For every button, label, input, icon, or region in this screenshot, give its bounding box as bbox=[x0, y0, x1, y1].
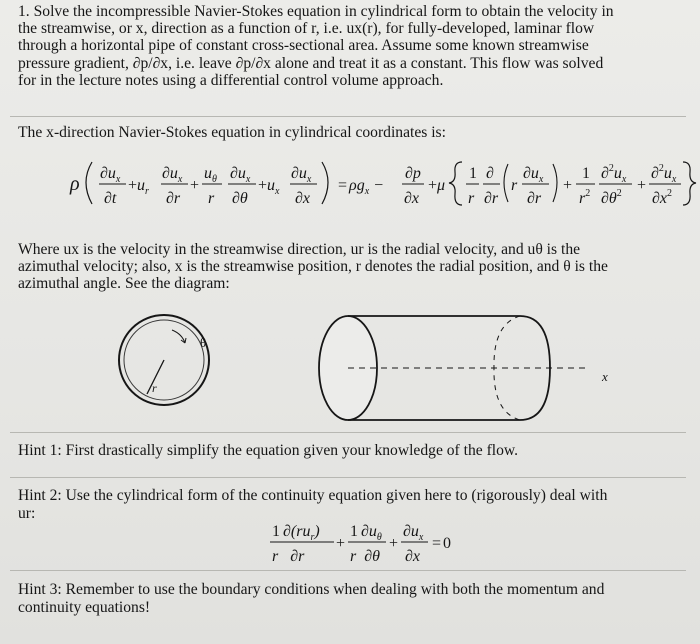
problem-line-4: pressure gradient, ∂p/∂x, i.e. leave ∂p/∂x alone and treat it as a constant. This flow was solved bbox=[18, 54, 604, 72]
eq-frac-den: ∂r bbox=[166, 190, 181, 207]
definitions-line-3: azimuthal angle. See the diagram: bbox=[18, 275, 230, 293]
eq-plus: + bbox=[190, 177, 200, 194]
theta-label: θ bbox=[200, 335, 207, 350]
cont-frac-den: ∂x bbox=[405, 548, 421, 565]
hint-3 bbox=[18, 581, 682, 617]
problem-line-5: for in the lecture notes using a differential control volume approach. bbox=[18, 71, 444, 89]
eq-frac-den: ∂r bbox=[484, 190, 499, 207]
eq-frac-num: $\partial u_x$ bbox=[230, 165, 251, 185]
ns-intro: The x-direction Navier-Stokes equation in cylindrical coordinates is: bbox=[18, 124, 446, 141]
eq-frac-den: $r^2$ bbox=[579, 188, 591, 207]
eq-frac-num: ∂ bbox=[486, 165, 494, 182]
hint-3-line-1: Hint 3: Remember to use the boundary conditions when dealing with both the momentum and bbox=[18, 581, 605, 598]
eq-frac-den: ∂t bbox=[104, 190, 117, 207]
problem-line-2: the streamwise, or x, direction as a function of r, i.e. ux(r), for fully-developed, laminar flow bbox=[18, 20, 595, 38]
hint-2-line-2: ur: bbox=[18, 505, 36, 522]
eq-term-ur: $+u_r$ bbox=[128, 177, 149, 197]
cont-plus: + bbox=[336, 535, 346, 552]
cont-frac-num: $\partial u_x$ bbox=[403, 523, 424, 543]
eq-frac-den: $\partial x^2$ bbox=[652, 188, 673, 207]
eq-frac-num: $\partial u_x$ bbox=[100, 165, 121, 185]
cont-rhs: = 0 bbox=[432, 535, 452, 552]
eq-frac-num: $\partial^2u_x$ bbox=[601, 163, 627, 185]
cont-frac-num: 1 $\partial u_\theta$ bbox=[350, 523, 382, 543]
hint-2-line-1: Hint 2: Use the cylindrical form of the continuity equation given here to (rigorously) deal with bbox=[18, 487, 608, 504]
eq-frac-den: ∂x bbox=[295, 190, 311, 207]
eq-term-mu: +μ bbox=[428, 177, 446, 194]
eq-frac-num: $\partial^2u_x$ bbox=[651, 163, 677, 185]
eq-frac-num: $\partial u_x$ bbox=[162, 165, 183, 185]
cont-frac-num: 1 $\partial(ru_r)$ bbox=[272, 523, 320, 543]
divider bbox=[10, 570, 686, 571]
hint-3-line-2: continuity equations! bbox=[18, 599, 151, 616]
eq-frac-den: $\partial\theta^2$ bbox=[601, 188, 622, 207]
eq-frac-num: 1 bbox=[582, 165, 590, 182]
problem-line-3: through a horizontal pipe of constant cross-sectional area. Assume some known streamwise bbox=[18, 37, 589, 55]
eq-frac-den: r bbox=[468, 190, 475, 207]
definitions-line-1: Where ux is the velocity in the streamwise direction, ur is the radial velocity, and uθ is the bbox=[18, 241, 581, 258]
eq-r-factor: r bbox=[511, 177, 518, 194]
eq-frac-num: ∂p bbox=[405, 165, 421, 182]
problem-line-1: 1. Solve the incompressible Navier-Stokes equation in cylindrical form to obtain the velocity in bbox=[18, 3, 614, 20]
r-label: r bbox=[152, 381, 157, 395]
hint-1: Hint 1: First drastically simplify the equation given your knowledge of the flow. bbox=[18, 442, 519, 459]
eq-frac-num: $\partial u_x$ bbox=[523, 165, 544, 185]
eq-plus: + bbox=[637, 177, 647, 194]
eq-frac-den: ∂x bbox=[404, 190, 420, 207]
eq-frac-num: $\partial u_x$ bbox=[291, 165, 312, 185]
eq-frac-num: $u_\theta$ bbox=[204, 165, 217, 185]
eq-plus: + bbox=[563, 177, 573, 194]
eq-frac-den: ∂θ bbox=[232, 190, 248, 207]
cont-plus: + bbox=[389, 535, 399, 552]
eq-rhs-gravity: = $\rho g_x$ − bbox=[338, 177, 384, 197]
eq-rho: ρ bbox=[70, 173, 80, 195]
eq-term-ux: $+u_x$ bbox=[258, 177, 280, 197]
cont-frac-den: r ∂θ bbox=[350, 548, 380, 565]
eq-frac-den: r bbox=[208, 190, 215, 207]
cont-frac-den: r ∂r bbox=[272, 548, 305, 565]
x-axis-label: x bbox=[602, 369, 608, 384]
definitions-line-2: azimuthal velocity; also, x is the streamwise position, r denotes the radial position, and θ is the bbox=[18, 258, 608, 276]
eq-frac-num: 1 bbox=[469, 165, 477, 182]
eq-frac-den: ∂r bbox=[527, 190, 542, 207]
